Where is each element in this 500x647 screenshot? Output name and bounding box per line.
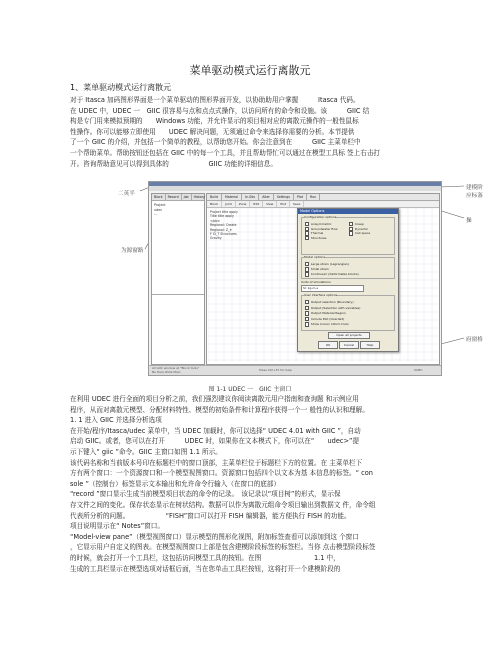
stage-tab[interactable]: Build xyxy=(207,194,222,200)
toolbar-button[interactable]: Zone xyxy=(236,201,251,207)
text-line: 该代码名称和当前版本号印在标题栏中的窗口顶部，主菜单栏位于标题栏下方的位置。在 主菜单栏下 xyxy=(70,458,363,467)
tree-item: ... xyxy=(154,212,158,217)
text-line: 项目说明显示在“ Notes”窗口。 xyxy=(70,522,164,531)
info-line: Project title apply xyxy=(210,210,238,214)
text-line: 了一个 GIIC 的介绍，并包括一个简单的教程，以帮助您开始。你会注意到在 GIIC 主菜单栏中 xyxy=(70,138,361,147)
model-options-dialog xyxy=(297,208,399,352)
model-group-label: Model options xyxy=(304,255,326,259)
text-line: 在 UDEC 中，UDEC 一 GIIC 很容易与点和点点式操作，以访问所有的命令和设施。该 GIIC 结 xyxy=(70,106,370,115)
option-label: Output selection (Boundary) xyxy=(310,300,354,305)
stage-tabs xyxy=(207,194,439,201)
cancel-button[interactable]: Cancel xyxy=(339,341,359,349)
checkbox-icon xyxy=(305,262,309,266)
units-label: Units of simulations xyxy=(301,280,331,284)
text-line: 1. 1 进入 GIIC 并选择分析选项 xyxy=(70,416,162,425)
units-select[interactable]: SI: kg-m-s xyxy=(301,285,364,292)
checkbox-icon xyxy=(305,272,309,276)
tree-item: Project xyxy=(154,203,166,207)
text-line: 方有两个窗口：一个资源窗口和一个模型视图窗口。资源窗口包括四个以文本为基 本信息的标签。“ con xyxy=(70,469,373,478)
option-label: Small strain xyxy=(310,267,329,272)
checkbox-icon xyxy=(305,311,309,315)
stage-toolbar xyxy=(207,201,439,208)
text-line: 性操作。你可以能够立即使用 UDEC 解决问题，无须通过命令来选择你需要的分析。本节提供 xyxy=(70,127,355,136)
text-line: “record ”窗口显示生成当前模型项目状态的命令的记录。 该记录以“项目树”的形式，显示保 xyxy=(70,490,341,499)
annotation-resource-pane: 为源窗路 xyxy=(121,248,144,254)
checkbox-icon xyxy=(349,231,353,235)
stage-tab[interactable]: Plot xyxy=(294,194,307,200)
interface-group xyxy=(301,295,395,331)
option-label: Thermal xyxy=(310,231,324,236)
resource-pane xyxy=(151,193,205,365)
resource-tabs xyxy=(152,194,204,201)
status-right: UDEC xyxy=(414,368,423,372)
text-line: 在开始/程序/Itasca/udec 菜单中，当 UDEC 加载时，你可以选择“ UDEC 4.01 with GIIC ”，自动 xyxy=(70,426,361,435)
option-label: Axisymmetric xyxy=(310,222,332,227)
annotation-model-pane: 府窗格 xyxy=(466,337,483,343)
text-line: 构是专门用来模拟预期的 Windows 功能，并允许显示的项目相对应的离散元操作的一般性鼠标 xyxy=(70,117,359,126)
config-group xyxy=(301,217,395,255)
info-line: Regional: Z_Ir xyxy=(210,227,232,232)
option-checkbox[interactable] xyxy=(305,272,393,277)
text-line: 一个帮助菜单。帮助按钮还包括在 GIIC 中的每一个工具，并且帮助帮忙可以通过在模型工具标 签上右击打 xyxy=(70,148,381,157)
text-line: 开。咨询帮助意见可以得到具体的 GIIC 功能的详细信息。 xyxy=(70,159,277,168)
stage-tab[interactable]: Settings xyxy=(274,194,294,200)
option-label: Show Cursor inform tools xyxy=(310,322,349,327)
text-line: “Model-view pane”（模型视图窗口）显示模型的图形化视图，附加标签查看可以添加到这 个窗口 xyxy=(70,532,359,541)
project-tree xyxy=(154,203,166,217)
resource-tab[interactable]: Record xyxy=(166,194,182,200)
text-line: 程序，从而对离散元模型、分配材料特性、模型的初始条件和计算程序获得一个一 般性的认识和理解。 xyxy=(70,405,369,414)
annotation-stage-1: 建模阶 xyxy=(466,185,483,191)
option-label: Include Plot (Overlaid) xyxy=(310,317,345,322)
pane-divider xyxy=(152,294,204,295)
option-label: Structures xyxy=(310,236,327,241)
text-line: ，它显示用户自定义的图表。在模型视图窗口上部是包含建模阶段标签的标签栏。当你 点击模型阶段标签 xyxy=(70,543,376,552)
body-paragraph xyxy=(70,394,445,574)
option-label: Groundwater flow xyxy=(310,226,338,231)
checkbox-icon xyxy=(305,317,309,321)
config-options xyxy=(305,222,393,240)
option-checkbox[interactable] xyxy=(305,322,393,328)
figure-caption: 图 1-1 UDEC 一 GIIC 主窗口 xyxy=(208,386,292,393)
info-line: Gravity xyxy=(210,236,222,241)
info-line: Title title apply xyxy=(210,214,234,219)
checkbox-icon xyxy=(305,306,309,310)
ok-button[interactable]: OK xyxy=(318,341,338,349)
option-label: Continuum (Deformable blocks) xyxy=(310,272,359,277)
option-label: Output Material Region xyxy=(310,311,346,316)
checkbox-icon xyxy=(305,322,309,326)
help-button[interactable]: Help xyxy=(360,341,380,349)
text-line: 在利用 UDEC 进行全面的项目分析之前，我们强烈建议你阅读离散元用户指南和查询题 和示例应用 xyxy=(70,395,359,403)
annotation-toolbar: 操 xyxy=(466,218,472,224)
giic-main-window-figure xyxy=(148,181,442,376)
checkbox-icon xyxy=(305,267,309,271)
annotation-stage-2: 应标盔 xyxy=(466,193,483,199)
toolbar-button[interactable]: Edit xyxy=(250,201,263,207)
option-label: Dynamic xyxy=(354,226,369,231)
toolbar-button[interactable]: Save xyxy=(290,201,304,207)
stage-tab[interactable]: Alter xyxy=(259,194,274,200)
stage-tab[interactable]: Material xyxy=(222,194,242,200)
toolbar-button[interactable]: Block xyxy=(207,201,222,207)
document-title: 菜单驱动模式运行离散元 xyxy=(189,64,311,77)
menu-bar xyxy=(149,186,441,191)
option-label: Cell space xyxy=(354,231,371,236)
text-line: sole ”（控制台）标签显示文本输出和允许命令行输入（在窗口的底部） xyxy=(70,479,281,488)
status-mid: Press Ctrl+F1 for help xyxy=(259,368,292,372)
text-line: 生成的工具栏显示在模型选项对话框后面，当在您单击工具栏按钮，这将打开一个建模阶段的 xyxy=(70,564,341,573)
option-label: Creep xyxy=(354,222,364,227)
annotation-title-bar: 二英半 xyxy=(118,191,135,197)
option-checkbox[interactable] xyxy=(349,231,393,236)
interface-options xyxy=(305,300,393,328)
text-line: 的时候，就会打开一个工具栏，这包括访问模型工具的按钮。在图 1.1 中， xyxy=(70,553,340,562)
model-view-pane xyxy=(206,193,440,365)
interface-group-label: User interface options xyxy=(304,293,338,297)
resource-tab[interactable]: Block xyxy=(152,194,166,200)
toolbar-button[interactable]: Plot xyxy=(277,201,290,207)
info-line: <job> xyxy=(210,218,221,223)
status-left-2: Be Here Wide Main xyxy=(152,370,181,374)
text-line: 代表所分析的问题。 “FISH”窗口可以打开 FISH 编辑器，能方便执行 FISH 的功能。 xyxy=(70,511,351,520)
info-line: F Sl_T Structures xyxy=(210,232,237,237)
text-line: 存文件之间的变化。保存状态显示在树状结构。数据可以作为离散元组命令项目输出到数据文 件，命令组 xyxy=(70,500,376,509)
section-heading: 1、菜单驱动模式运行离散元 xyxy=(70,83,172,92)
toolbar-button[interactable]: View xyxy=(263,201,277,207)
option-label: Large strain (Lagrangian) xyxy=(310,262,349,267)
option-label: Output (Selection with variables) xyxy=(310,305,361,310)
model-group xyxy=(301,257,395,279)
model-options xyxy=(305,262,393,278)
stage-tab[interactable]: Run xyxy=(307,194,320,200)
status-bar xyxy=(149,365,441,375)
checkbox-icon xyxy=(305,236,309,240)
text-line: 启动 GIIC。或者，您可以在打开 UDEC 时，如果你在文本模式下，你可以在“ udec>”提 xyxy=(70,437,360,446)
checkbox-icon xyxy=(305,300,309,304)
tree-item: udec xyxy=(154,207,163,212)
text-line: 示下键入“ giic ”命令。GIIC 主窗口如图 1.1 所示。 xyxy=(70,447,222,456)
dialog-title: Model Options xyxy=(298,209,398,214)
option-checkbox[interactable] xyxy=(305,236,349,241)
resource-tab[interactable]: History xyxy=(192,194,208,200)
stage-tab[interactable]: In-Situ xyxy=(242,194,259,200)
toolbar-button[interactable]: Joint xyxy=(222,201,236,207)
status-left: All GIIC window at "Block tools" xyxy=(152,366,200,370)
config-group-label: Configuration options xyxy=(304,215,337,219)
open-projects-button[interactable]: Open all projects xyxy=(328,332,370,339)
text-line: 对于 Itasca 加码图形界面是一个菜单驱动的图形界面开发，以协助助用户掌握 Itasca 代码。 xyxy=(70,96,360,104)
info-line: Regional: Create xyxy=(210,223,237,228)
resource-tab[interactable]: Job xyxy=(182,194,192,200)
model-info-text xyxy=(210,210,238,241)
